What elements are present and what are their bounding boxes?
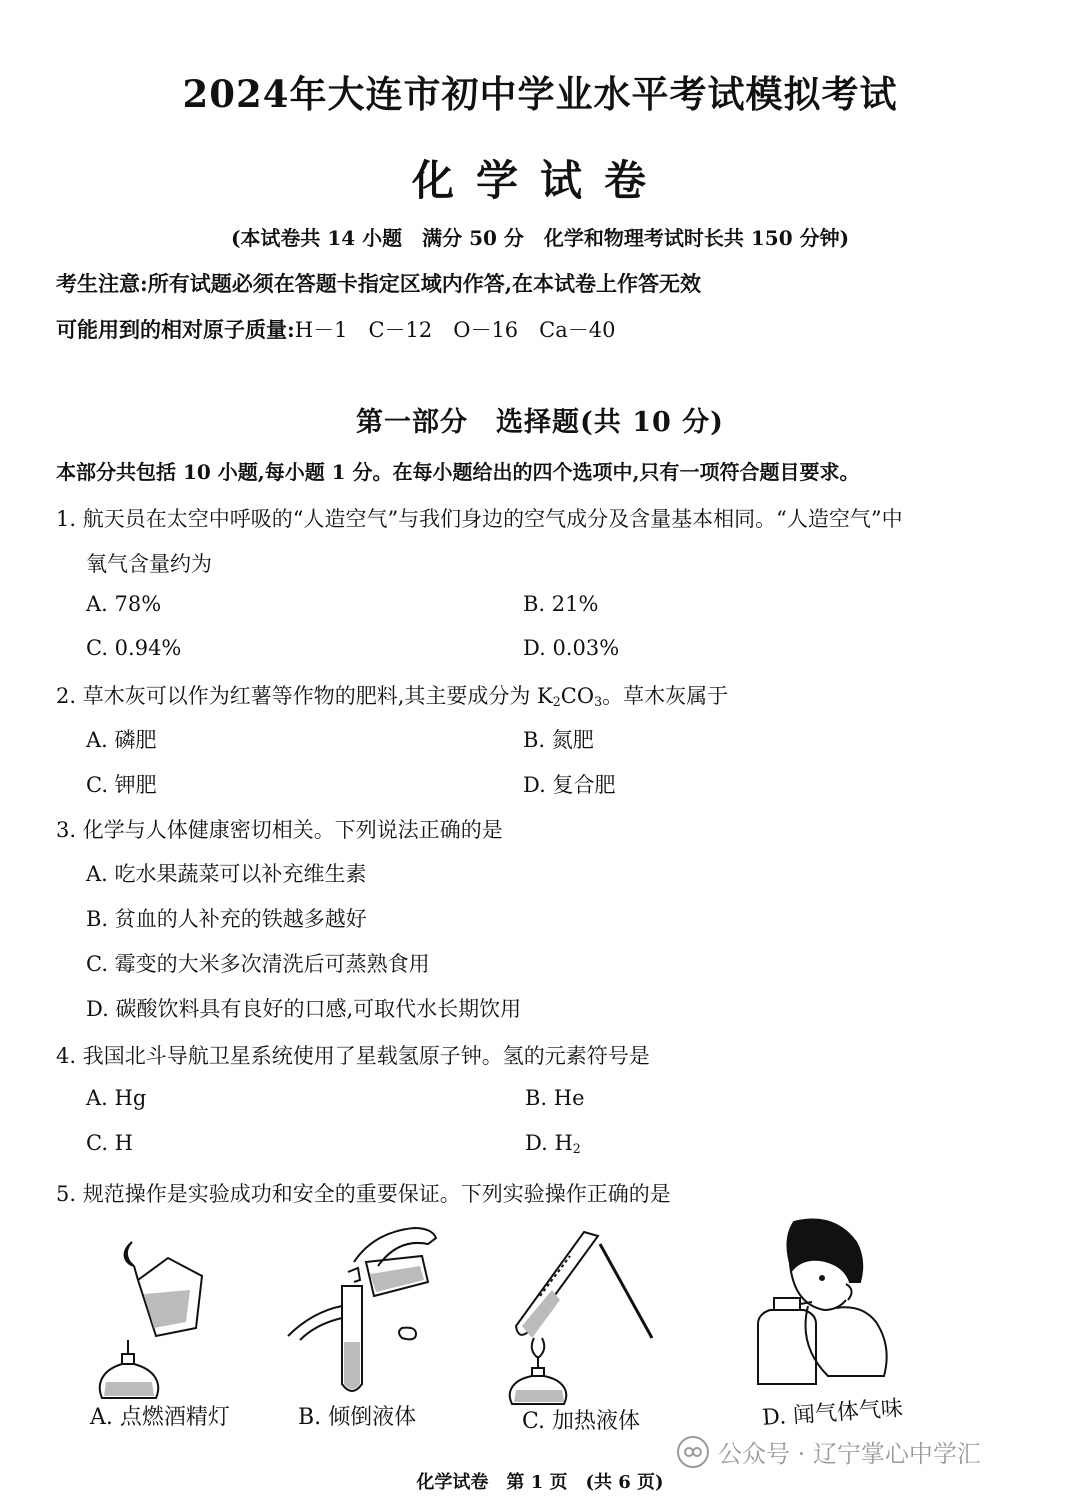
q5-option-a: A. 点燃酒精灯 <box>90 1405 230 1430</box>
q1-stem-line2: 氧气含量约为 <box>86 552 212 576</box>
watermark <box>676 1434 981 1469</box>
q4-option-d-text: D. H <box>525 1131 573 1155</box>
q2-option-c: C. 钾肥 <box>86 773 157 797</box>
q5-stem: 5. 规范操作是实验成功和安全的重要保证。下列实验操作正确的是 <box>56 1182 671 1206</box>
candidate-notice: 考生注意:所有试题必须在答题卡指定区域内作答,在本试卷上作答无效 <box>56 271 702 296</box>
atomic-masses <box>56 314 615 344</box>
q3-option-d: D. 碳酸饮料具有良好的口感,可取代水长期饮用 <box>86 997 522 1021</box>
wechat-official-account-icon <box>676 1435 710 1469</box>
q3-option-b: B. 贫血的人补充的铁越多越好 <box>86 907 367 931</box>
q1-option-d: D. 0.03% <box>523 636 620 660</box>
figure-a-lighting-lamp <box>92 1232 222 1402</box>
q1-option-a: A. 78% <box>86 592 162 616</box>
q1-option-b: B. 21% <box>523 592 599 616</box>
q2-option-d: D. 复合肥 <box>523 773 616 797</box>
q5-option-b: B. 倾倒液体 <box>298 1405 417 1430</box>
q2-stem-sub2: 3 <box>594 694 603 710</box>
figure-d-smelling-gas <box>750 1214 900 1390</box>
q2-stem-post: 。草木灰属于 <box>602 684 729 708</box>
exam-title: 2024年大连市初中学业水平考试模拟考试 <box>182 72 898 116</box>
q4-option-a: A. Hg <box>86 1086 147 1110</box>
q2-stem-sub1: 2 <box>552 694 561 710</box>
q1-stem-line1: 1. 航天员在太空中呼吸的“人造空气”与我们身边的空气成分及含量基本相同。“人造空气”中 <box>56 507 903 531</box>
q3-stem: 3. 化学与人体健康密切相关。下列说法正确的是 <box>56 818 503 842</box>
q2-stem-mid: CO <box>560 684 595 708</box>
figure-c-heating-liquid <box>504 1226 664 1406</box>
q2-option-a: A. 磷肥 <box>86 728 157 752</box>
q4-option-d <box>525 1131 581 1156</box>
page-footer: 化学试卷 第 1 页 (共 6 页) <box>416 1472 664 1493</box>
q2-stem <box>56 680 728 710</box>
figure-b-pouring-liquid <box>284 1222 444 1402</box>
q2-option-b: B. 氮肥 <box>523 728 594 752</box>
watermark-text: 公众号 · 辽宁掌心中学汇 <box>718 1440 981 1468</box>
part-instructions: 本部分共包括 10 小题,每小题 1 分。在每小题给出的四个选项中,只有一项符合题目要求。 <box>56 460 860 484</box>
q4-option-b: B. He <box>525 1086 585 1110</box>
q5-option-d: D. 闻气体气味 <box>761 1396 904 1431</box>
q1-option-c: C. 0.94% <box>86 636 182 660</box>
atomic-masses-values: H－1 C－12 O－16 Ca－40 <box>294 318 616 342</box>
exam-info: (本试卷共 14 小题 满分 50 分 化学和物理考试时长共 150 分钟) <box>230 226 850 250</box>
atomic-masses-label: 可能用到的相对原子质量: <box>56 317 295 342</box>
exam-subject-title: 化学试卷 <box>411 156 668 205</box>
q3-option-c: C. 霉变的大米多次清洗后可蒸熟食用 <box>86 952 430 976</box>
q2-stem-pre: 2. 草木灰可以作为红薯等作物的肥料,其主要成分为 K <box>56 684 553 708</box>
q4-stem: 4. 我国北斗导航卫星系统使用了星载氢原子钟。氢的元素符号是 <box>56 1044 650 1068</box>
q5-option-c: C. 加热液体 <box>522 1409 641 1434</box>
q4-option-c: C. H <box>86 1131 133 1155</box>
part-title: 第一部分 选择题(共 10 分) <box>356 407 724 438</box>
q3-option-a: A. 吃水果蔬菜可以补充维生素 <box>86 862 367 886</box>
q4-option-d-sub: 2 <box>572 1141 581 1157</box>
